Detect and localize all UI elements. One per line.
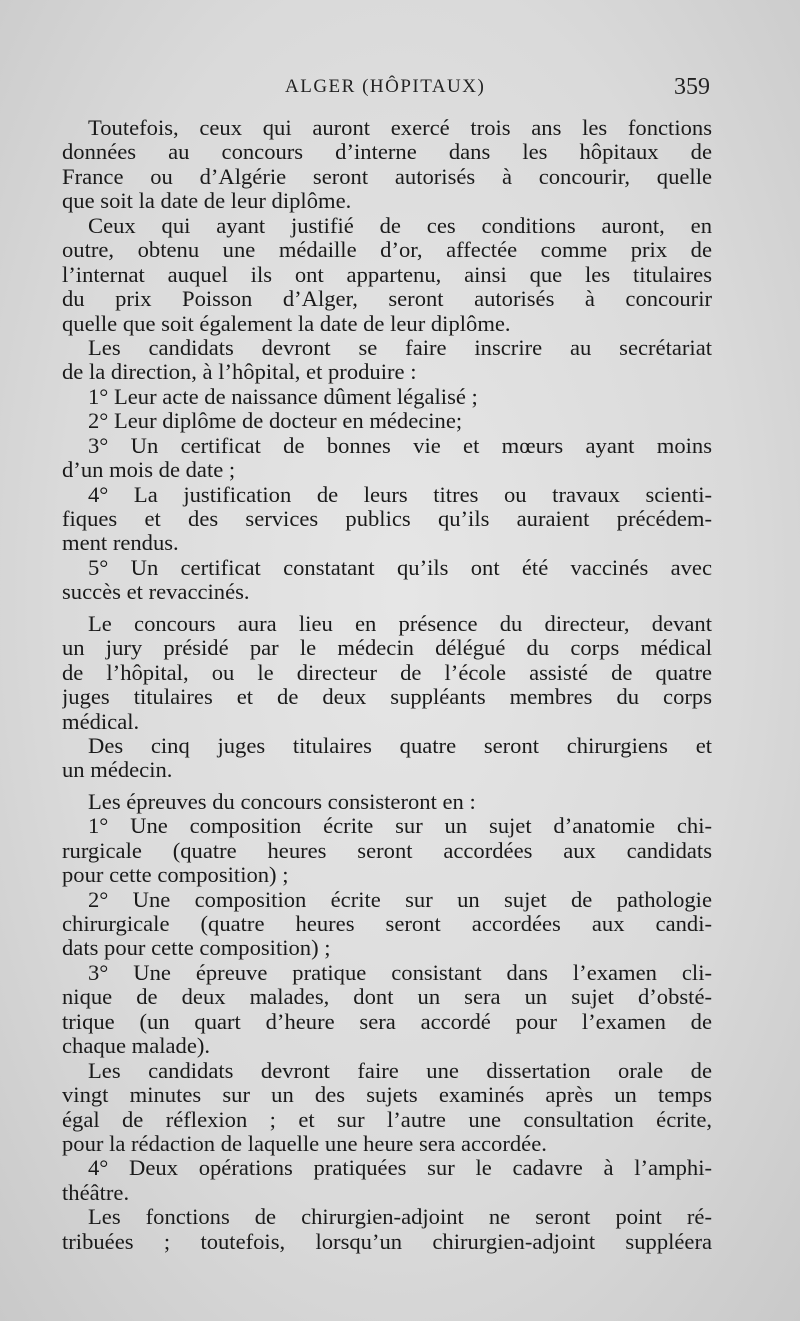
page-header: [60, 74, 710, 104]
text-line: vingt minutes sur un des sujets examinés après un temps: [62, 1083, 712, 1108]
text-line: du prix Poisson d’Alger, seront autorisés à concourir: [62, 287, 712, 312]
text-line: chaque malade).: [62, 1034, 211, 1059]
text-line: dats pour cette composition) ;: [62, 936, 331, 961]
text-line: un jury présidé par le médecin délégué du corps médical: [62, 636, 712, 661]
text-line: 4° Deux opérations pratiquées sur le cadavre à l’amphi-: [88, 1156, 712, 1181]
text-line: 2° Une composition écrite sur un sujet de pathologie: [88, 887, 712, 912]
text-line: tribuées ; toutefois, lorsqu’un chirurgien-adjoint suppléera: [62, 1229, 712, 1254]
text-line: Le concours aura lieu en présence du directeur, devant: [88, 611, 712, 636]
text-line: Toutefois, ceux qui auront exercé trois ans les fonctions: [88, 116, 712, 140]
paragraph-gap: [62, 783, 712, 790]
text-line: Les candidats devront faire une dissertation orale de: [88, 1058, 712, 1083]
text-line: fiques et des services publics qu’ils auraient précédem-: [62, 507, 712, 531]
text-line: Les épreuves du concours consisteront en :: [88, 789, 476, 814]
text-line: 3° Un certificat de bonnes vie et mœurs ayant moins: [88, 433, 712, 458]
text-line: de l’hôpital, ou le directeur de l’école assisté de quatre: [62, 660, 712, 685]
text-line: de la direction, à l’hôpital, et produire :: [62, 360, 417, 385]
text-line: quelle que soit également la date de leur diplôme.: [62, 311, 511, 336]
text-line: Ceux qui ayant justifié de ces conditions auront, en: [88, 213, 712, 238]
text-line: 3° Une épreuve pratique consistant dans l’examen cli-: [88, 960, 712, 985]
body-text: [62, 116, 712, 1254]
text-line: que soit la date de leur diplôme.: [62, 189, 352, 214]
text-line: Les fonctions de chirurgien-adjoint ne seront point ré-: [88, 1205, 712, 1230]
text-line: 4° La justification de leurs titres ou travaux scienti-: [88, 482, 712, 507]
text-line: trique (un quart d’heure sera accordé pour l’examen de: [62, 1009, 712, 1034]
text-line: juges titulaires et de deux suppléants membres du corps: [62, 685, 712, 710]
text-line: succès et revaccinés.: [62, 580, 250, 605]
text-line: France ou d’Algérie seront autorisés à concourir, quelle: [62, 164, 712, 189]
text-line: égal de réflexion ; et sur l’autre une consultation écrite,: [62, 1107, 712, 1132]
text-line: un médecin.: [62, 758, 173, 783]
text-line: d’un mois de date ;: [62, 458, 236, 483]
text-line: données au concours d’interne dans les hôpitaux de: [62, 140, 712, 165]
text-line: Des cinq juges titulaires quatre seront chirurgiens et: [88, 733, 712, 758]
text-line: médical.: [62, 709, 140, 734]
text-line: pour cette composition) ;: [62, 863, 289, 888]
text-line: théâtre.: [62, 1180, 130, 1205]
running-head: ALGER (HÔPITAUX): [285, 76, 486, 97]
paragraph-gap: [62, 605, 712, 612]
text-line: 1° Leur acte de naissance dûment légalisé ;: [88, 384, 478, 409]
text-line: chirurgicale (quatre heures seront accordées aux candi-: [62, 912, 712, 936]
text-line: ment rendus.: [62, 531, 179, 556]
text-line: pour la rédaction de laquelle une heure sera accordée.: [62, 1131, 547, 1156]
text-line: 1° Une composition écrite sur un sujet d’anatomie chi-: [88, 814, 712, 839]
text-line: outre, obtenu une médaille d’or, affectée comme prix de: [62, 238, 712, 263]
text-line: nique de deux malades, dont un sera un sujet d’obsté-: [62, 985, 712, 1010]
text-line: rurgicale (quatre heures seront accordées aux candidats: [62, 838, 712, 863]
text-line: 2° Leur diplôme de docteur en médecine;: [88, 409, 463, 434]
text-line: 5° Un certificat constatant qu’ils ont été vaccinés avec: [88, 555, 712, 580]
text-line: l’internat auquel ils ont appartenu, ainsi que les titulaires: [62, 262, 712, 287]
page-number: 359: [674, 74, 710, 100]
text-line: Les candidats devront se faire inscrire au secrétariat: [88, 335, 712, 360]
